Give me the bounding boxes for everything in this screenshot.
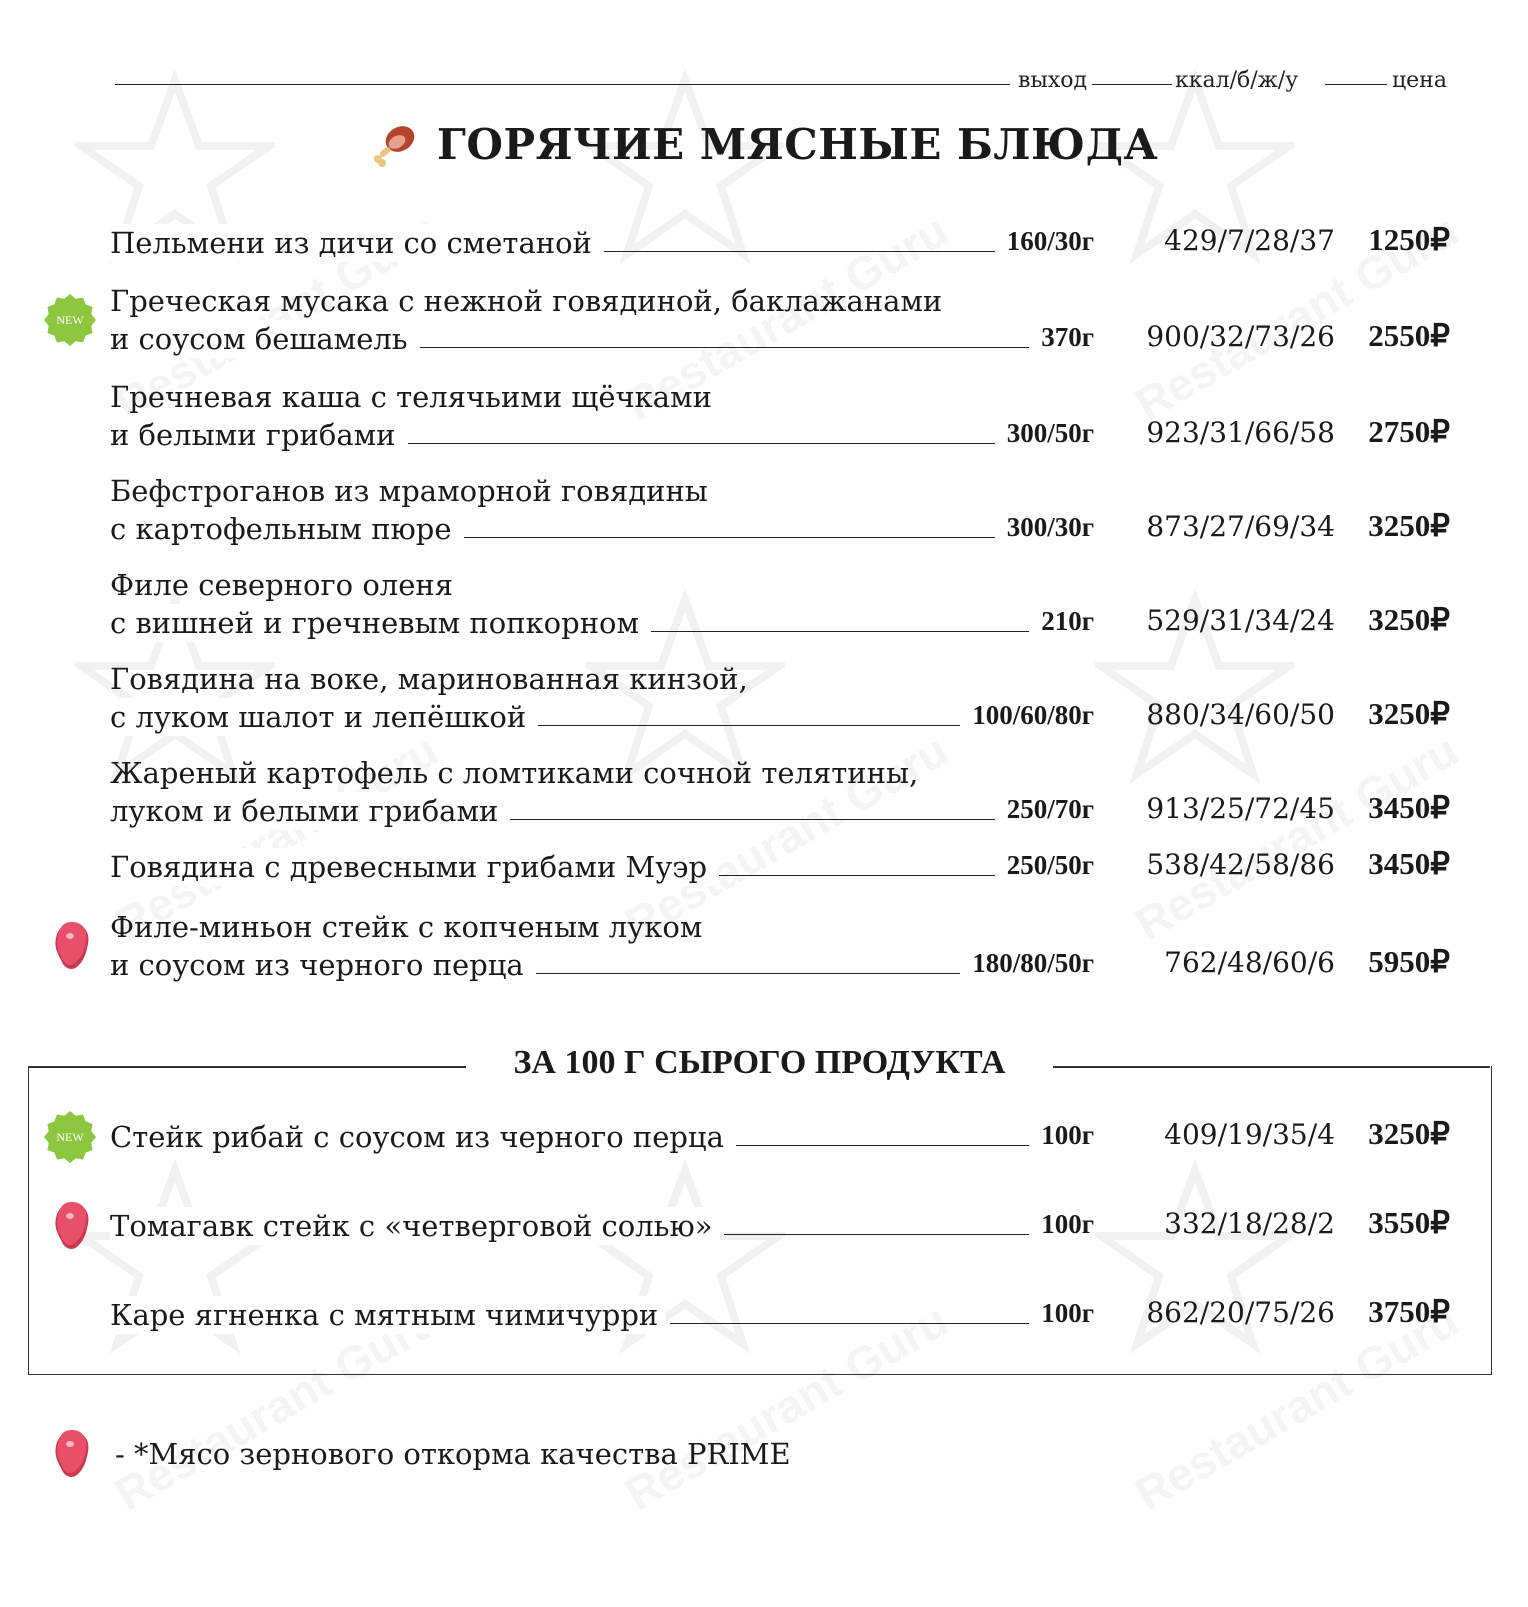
item-name: Пельмени из дичи со сметаной — [110, 224, 600, 262]
item-name: Говядина с древесными грибами Муэр — [110, 848, 715, 886]
dotted-leader — [719, 875, 995, 876]
dotted-leader — [538, 725, 960, 726]
item-weight: 370г — [1041, 322, 1094, 352]
svg-text:NEW: NEW — [56, 313, 84, 327]
dotted-leader — [724, 1234, 1029, 1235]
item-price: 3250₽ — [1368, 1116, 1450, 1151]
column-kbju-label: ккал/б/ж/у — [1175, 68, 1299, 93]
item-kbju: 409/19/35/4 — [1164, 1118, 1335, 1151]
box-border — [1053, 1066, 1490, 1068]
dotted-leader — [604, 251, 995, 252]
box-border — [28, 1066, 466, 1068]
item-weight: 100/60/80г — [972, 700, 1094, 730]
item-name: Филе-миньон стейк с копченым луком — [110, 910, 703, 944]
item-kbju: 900/32/73/26 — [1146, 320, 1335, 353]
header-rule — [1325, 84, 1387, 85]
item-name: луком и белыми грибами — [110, 792, 506, 830]
item-name: Гречневая каша с телячьими щёчками — [110, 380, 712, 414]
item-price: 2550₽ — [1368, 318, 1450, 353]
item-name: Говядина на воке, маринованная кинзой, — [110, 662, 748, 696]
item-name: Томагавк стейк с «четверговой солью» — [110, 1207, 720, 1245]
dotted-leader — [420, 347, 1030, 348]
item-weight: 210г — [1041, 606, 1094, 636]
item-weight: 300/50г — [1006, 418, 1094, 448]
item-price: 3450₽ — [1368, 846, 1450, 881]
menu-item — [110, 378, 1480, 454]
item-price: 1250₽ — [1368, 222, 1450, 257]
menu-item — [110, 282, 1480, 358]
item-kbju: 332/18/28/2 — [1164, 1207, 1335, 1240]
item-weight: 250/70г — [1006, 794, 1094, 824]
svg-text:NEW: NEW — [56, 1130, 84, 1144]
item-weight: 100г — [1041, 1120, 1094, 1150]
dotted-leader — [408, 443, 995, 444]
item-weight: 250/50г — [1006, 850, 1094, 880]
section-header — [0, 120, 1528, 169]
item-name: с картофельным пюре — [110, 510, 460, 548]
section-title: ГОРЯЧИЕ МЯСНЫЕ БЛЮДА — [436, 120, 1159, 169]
item-kbju: 862/20/75/26 — [1146, 1296, 1335, 1329]
menu-item — [110, 908, 1480, 984]
item-price: 5950₽ — [1368, 944, 1450, 979]
item-weight: 100г — [1041, 1209, 1094, 1239]
header-rule — [1092, 84, 1172, 85]
item-kbju: 880/34/60/50 — [1146, 698, 1335, 731]
item-name: Греческая мусака с нежной говядиной, баклажанами — [110, 284, 943, 318]
item-name: и соусом бешамель — [110, 320, 416, 358]
item-kbju: 913/25/72/45 — [1146, 792, 1335, 825]
item-name: Филе северного оленя — [110, 568, 453, 602]
menu-item — [110, 848, 1480, 886]
steak-icon — [52, 1428, 92, 1480]
steak-icon — [52, 920, 92, 972]
item-name: с вишней и гречневым попкорном — [110, 604, 647, 642]
item-price: 3750₽ — [1368, 1294, 1450, 1329]
menu-item — [110, 224, 1480, 262]
item-name: Жареный картофель с ломтиками сочной телятины, — [110, 756, 919, 790]
footnote: - *Мясо зернового откорма качества PRIME — [115, 1437, 791, 1471]
item-weight: 160/30г — [1006, 226, 1094, 256]
raw-section-title: ЗА 100 Г СЫРОГО ПРОДУКТА — [513, 1044, 1006, 1081]
item-price: 3250₽ — [1368, 602, 1450, 637]
item-price: 3450₽ — [1368, 790, 1450, 825]
column-header — [115, 68, 1485, 98]
item-name: Стейк рибай с соусом из черного перца — [110, 1118, 732, 1156]
menu-item — [110, 1296, 1480, 1334]
item-price: 3550₽ — [1368, 1205, 1450, 1240]
item-name: и соусом из черного перца — [110, 946, 532, 984]
menu-item — [110, 1118, 1480, 1156]
menu-item — [110, 472, 1480, 548]
item-price: 2750₽ — [1368, 414, 1450, 449]
item-weight: 180/80/50г — [972, 948, 1094, 978]
header-rule — [115, 84, 1010, 85]
item-price: 3250₽ — [1368, 508, 1450, 543]
item-kbju: 529/31/34/24 — [1146, 604, 1335, 637]
item-name: с луком шалот и лепёшкой — [110, 698, 534, 736]
item-name: и белыми грибами — [110, 416, 404, 454]
dotted-leader — [670, 1323, 1029, 1324]
item-kbju: 762/48/60/6 — [1164, 946, 1335, 979]
steak-icon — [52, 1200, 92, 1252]
menu-item — [110, 566, 1480, 642]
item-name: Бефстроганов из мраморной говядины — [110, 474, 708, 508]
meat-drumstick-icon — [370, 121, 418, 169]
dotted-leader — [536, 973, 961, 974]
dotted-leader — [510, 819, 994, 820]
dotted-leader — [464, 537, 995, 538]
item-kbju: 429/7/28/37 — [1164, 224, 1335, 257]
new-badge-icon — [44, 1111, 96, 1163]
item-kbju: 538/42/58/86 — [1146, 848, 1335, 881]
menu-item — [110, 754, 1480, 830]
menu-item — [110, 1207, 1480, 1245]
menu-item — [110, 660, 1480, 736]
item-kbju: 873/27/69/34 — [1146, 510, 1335, 543]
item-kbju: 923/31/66/58 — [1146, 416, 1335, 449]
item-weight: 300/30г — [1006, 512, 1094, 542]
column-weight-label: выход — [1018, 68, 1088, 93]
dotted-leader — [651, 631, 1029, 632]
item-name: Каре ягненка с мятным чимичурри — [110, 1296, 666, 1334]
column-price-label: цена — [1392, 68, 1447, 93]
new-badge-icon — [44, 294, 96, 346]
item-weight: 100г — [1041, 1298, 1094, 1328]
item-price: 3250₽ — [1368, 696, 1450, 731]
dotted-leader — [736, 1145, 1029, 1146]
